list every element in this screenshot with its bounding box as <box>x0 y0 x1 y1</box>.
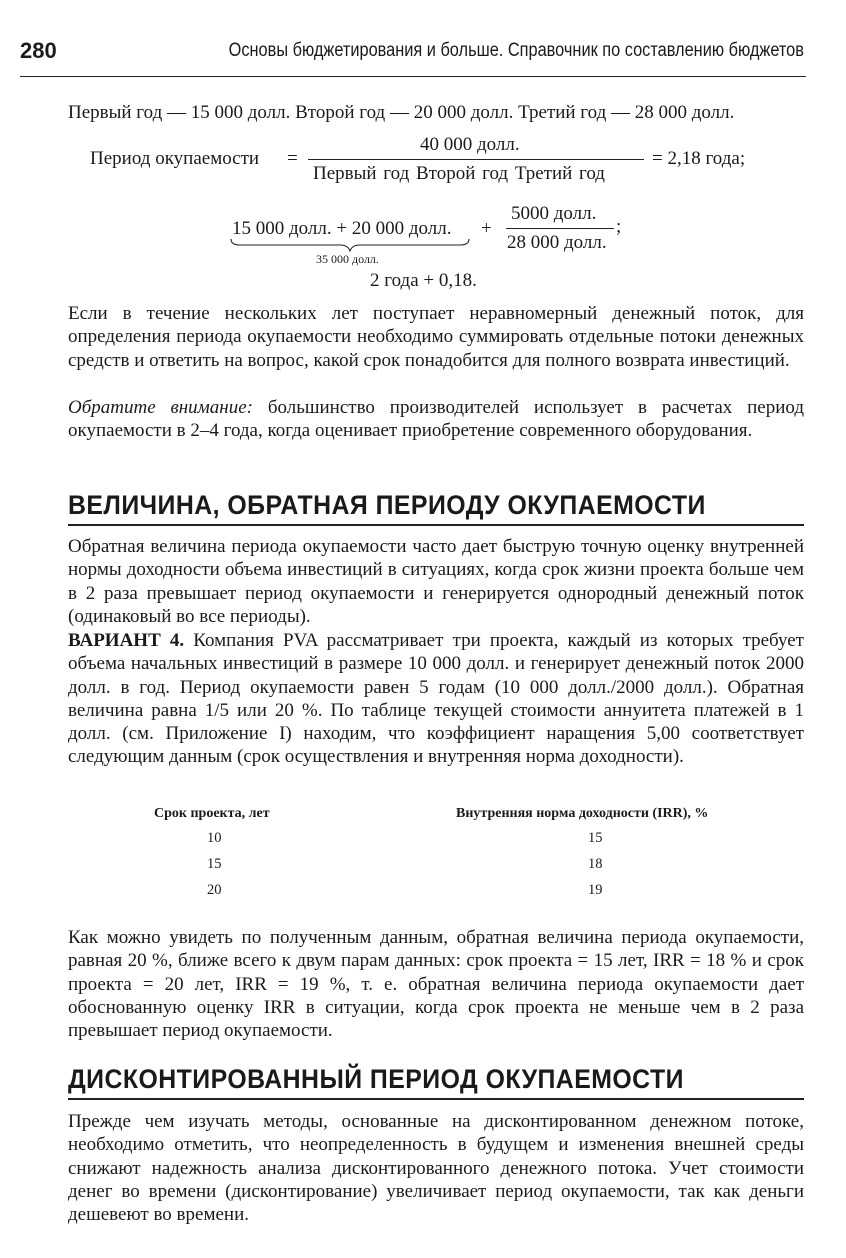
fraction2-denominator: 28 000 долл. <box>507 232 607 253</box>
sum-expression: 15 000 долл. + 20 000 долл. <box>232 218 452 239</box>
payback-result: = 2,18 года; <box>652 148 746 169</box>
fraction-bar <box>308 159 644 160</box>
semicolon: ; <box>616 216 622 237</box>
plus-sign: + <box>481 218 492 239</box>
page-header <box>20 36 806 77</box>
table-cell: 19 <box>588 882 603 898</box>
paragraph-variant-4 <box>68 629 804 769</box>
section-rule <box>68 1098 804 1100</box>
table-cell: 15 <box>207 856 222 872</box>
note-text: большинство производителей использует в расчетах период окупаемости в 2–4 года, когда оценивает приобретение современного оборудования. <box>68 397 804 442</box>
table-header-irr: Внутренняя норма доходности (IRR), % <box>456 806 709 821</box>
section-heading-reciprocal: ВЕЛИЧИНА, ОБРАТНАЯ ПЕРИОДУ ОКУПАЕМОСТИ <box>68 490 706 520</box>
paragraph-note <box>68 396 804 443</box>
variant-text: Компания PVA рассматривает три проекта, каждый из которых требует объема начальных инвестиций в размере 10 000 долл. и генерирует денежный поток 2000 долл. в год. Период окупаемости равен 5 годам (10 000 долл./2000 долл.). Обратная величина равна 1/5 или 20 %. По таблице текущей стоимости аннуитета платежей в 1 долл. (см. Приложение I) находим, что коэффициент наращения 5,00 соответствует следующим данным (срок осуществления и внутренняя норма доходности). <box>68 630 804 768</box>
paragraph-reciprocal-intro: Обратная величина периода окупаемости часто дает быструю точную оценку внутренней нормы доходности объема инвестиций в ситуациях, когда срок жизни проекта больше чем в 2 раза превышает период окупаемости и генерируется однородный денежный поток (одинаковый во все периоды). <box>68 536 804 627</box>
running-title: Основы бюджетирования и больше. Справочник по составлению бюджетов <box>228 40 804 61</box>
fraction2-bar <box>506 228 614 229</box>
brace-label: 35 000 долл. <box>316 252 379 266</box>
underbrace <box>230 238 470 252</box>
section-heading-discounted: ДИСКОНТИРОВАННЫЙ ПЕРИОД ОКУПАЕМОСТИ <box>68 1064 684 1094</box>
result-line: 2 года + 0,18. <box>370 270 477 291</box>
note-lead: Обратите внимание: <box>68 397 253 418</box>
table-cell: 20 <box>207 882 222 898</box>
table-cell: 10 <box>207 830 222 846</box>
paragraph-conclusion: Как можно увидеть по полученным данным, обратная величина периода окупаемости, равная 20 %, ближе всего к двум парам данных: срок проекта = 15 лет, IRR = 18 % и срок проекта = 20 лет, IRR = 19 %, т. е. обратная величина периода окупаемости дает обоснованную оценку IRR в ситуации, когда срок проекта не меньше чем в 2 раза превышает период окупаемости. <box>68 927 804 1042</box>
variant-lead: ВАРИАНТ 4. <box>68 630 185 651</box>
paragraph-uneven-flow: Если в течение нескольких лет поступает неравномерный денежный поток, для определения периода окупаемости необходимо суммировать отдельные потоки денежных средств и ответить на вопрос, какой срок понадобится для полного возврата инвестиций. <box>68 303 804 371</box>
fraction-denominator: Первый год Второй год Третий год <box>313 163 605 184</box>
fraction2-numerator: 5000 долл. <box>511 203 597 224</box>
equals-sign: = <box>287 148 298 169</box>
table-cell: 15 <box>588 830 603 846</box>
table-cell: 18 <box>588 856 603 872</box>
fraction-numerator: 40 000 долл. <box>420 134 520 155</box>
payback-label: Период окупаемости <box>90 148 260 169</box>
table-header-term: Срок проекта, лет <box>154 806 270 821</box>
years-line: Первый год — 15 000 долл. Второй год — 20 000 долл. Третий год — 28 000 долл. <box>68 102 735 123</box>
section-rule <box>68 524 804 526</box>
paragraph-discounted-intro: Прежде чем изучать методы, основанные на дисконтированном денежном потоке, необходимо отметить, что неопределенность в будущем и изменения внешней среды снижают надежность анализа дисконтированного денежного потока. Учет стоимости денег во времени (дисконтирование) увеличивает период окупаемости, так как деньги дешевеют во времени. <box>68 1111 804 1226</box>
page-number: 280 <box>20 38 57 63</box>
